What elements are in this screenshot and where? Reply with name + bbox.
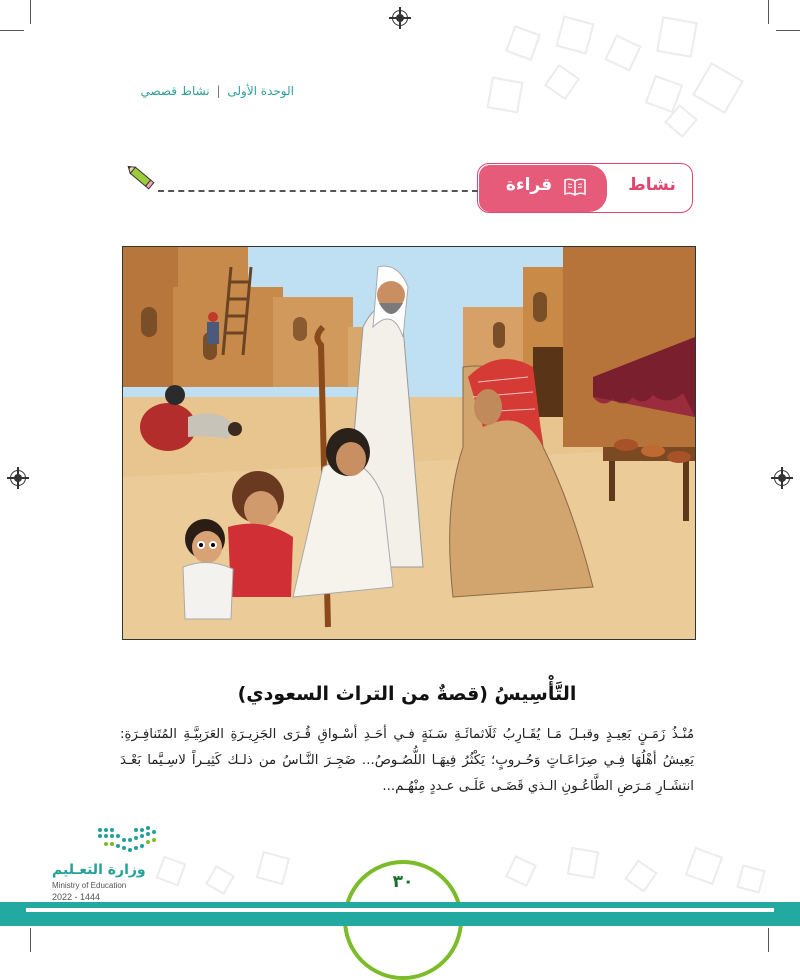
breadcrumb: [140, 84, 294, 98]
crop-mark: [776, 30, 800, 31]
story-body: مُنْـذُ زَمَـنٍ بَعِيـدٍ وقبـلَ مَـا يُقَـارِبُ ثَلَاثمائَـةِ سَـنَةٍ فـي أحَـدِ أسْـواقِ قُـرَى الجَزِيـرَةِ العَرَبِيَّـةِ المُتَنافِـرَةِ: يَعِيشُ أهْلُهَا فِـي صِرَاعَـاتٍ وَحُـروبٍ؛ يَكْثُرُ فِيهَـا اللُّصُـوصُ... ضَجِـرَ النَّـاسُ من ذلـك كَثِيـراً لاسِـيَّما بَعْـدَ انتشَـارِ مَـرَضِ الطَّاعُـونِ الـذي قَضَـى عَلَـى عـددٍ مِنْهُـم...: [120, 727, 694, 794]
reading-label: قراءة: [505, 175, 553, 195]
activity-label: نشاط: [628, 175, 676, 195]
story-illustration: [122, 246, 696, 640]
breadcrumb-unit: الوحدة الأولى: [227, 84, 294, 98]
book-icon: [563, 177, 587, 197]
decorative-pattern: [470, 10, 770, 140]
crop-mark: [0, 30, 24, 31]
breadcrumb-section: نشاط قصصي: [140, 84, 210, 98]
story-title: التَّأْسِيسُ (قصةٌ من التراث السعودي): [237, 683, 577, 705]
ministry-name-en: Ministry of Education: [52, 881, 127, 890]
crop-mark: [30, 0, 31, 24]
ministry-logo-icon: [96, 826, 158, 858]
breadcrumb-separator: |: [216, 84, 221, 98]
footer-bar-stripe: [26, 908, 774, 912]
ministry-name-ar: وزارة التعـليم: [52, 862, 146, 878]
dashed-line: [158, 190, 478, 192]
registration-mark-icon: [10, 470, 26, 486]
page-number: ٣٠: [392, 872, 414, 892]
footer-bar: [0, 902, 800, 926]
registration-mark-icon: [774, 470, 790, 486]
ministry-year: 2022 - 1444: [52, 892, 101, 902]
crop-mark: [30, 928, 31, 952]
registration-mark-icon: [392, 10, 408, 26]
activity-tab: [477, 163, 693, 213]
pencil-icon: [126, 162, 158, 194]
crop-mark: [768, 928, 769, 952]
decorative-pattern: [150, 840, 790, 902]
